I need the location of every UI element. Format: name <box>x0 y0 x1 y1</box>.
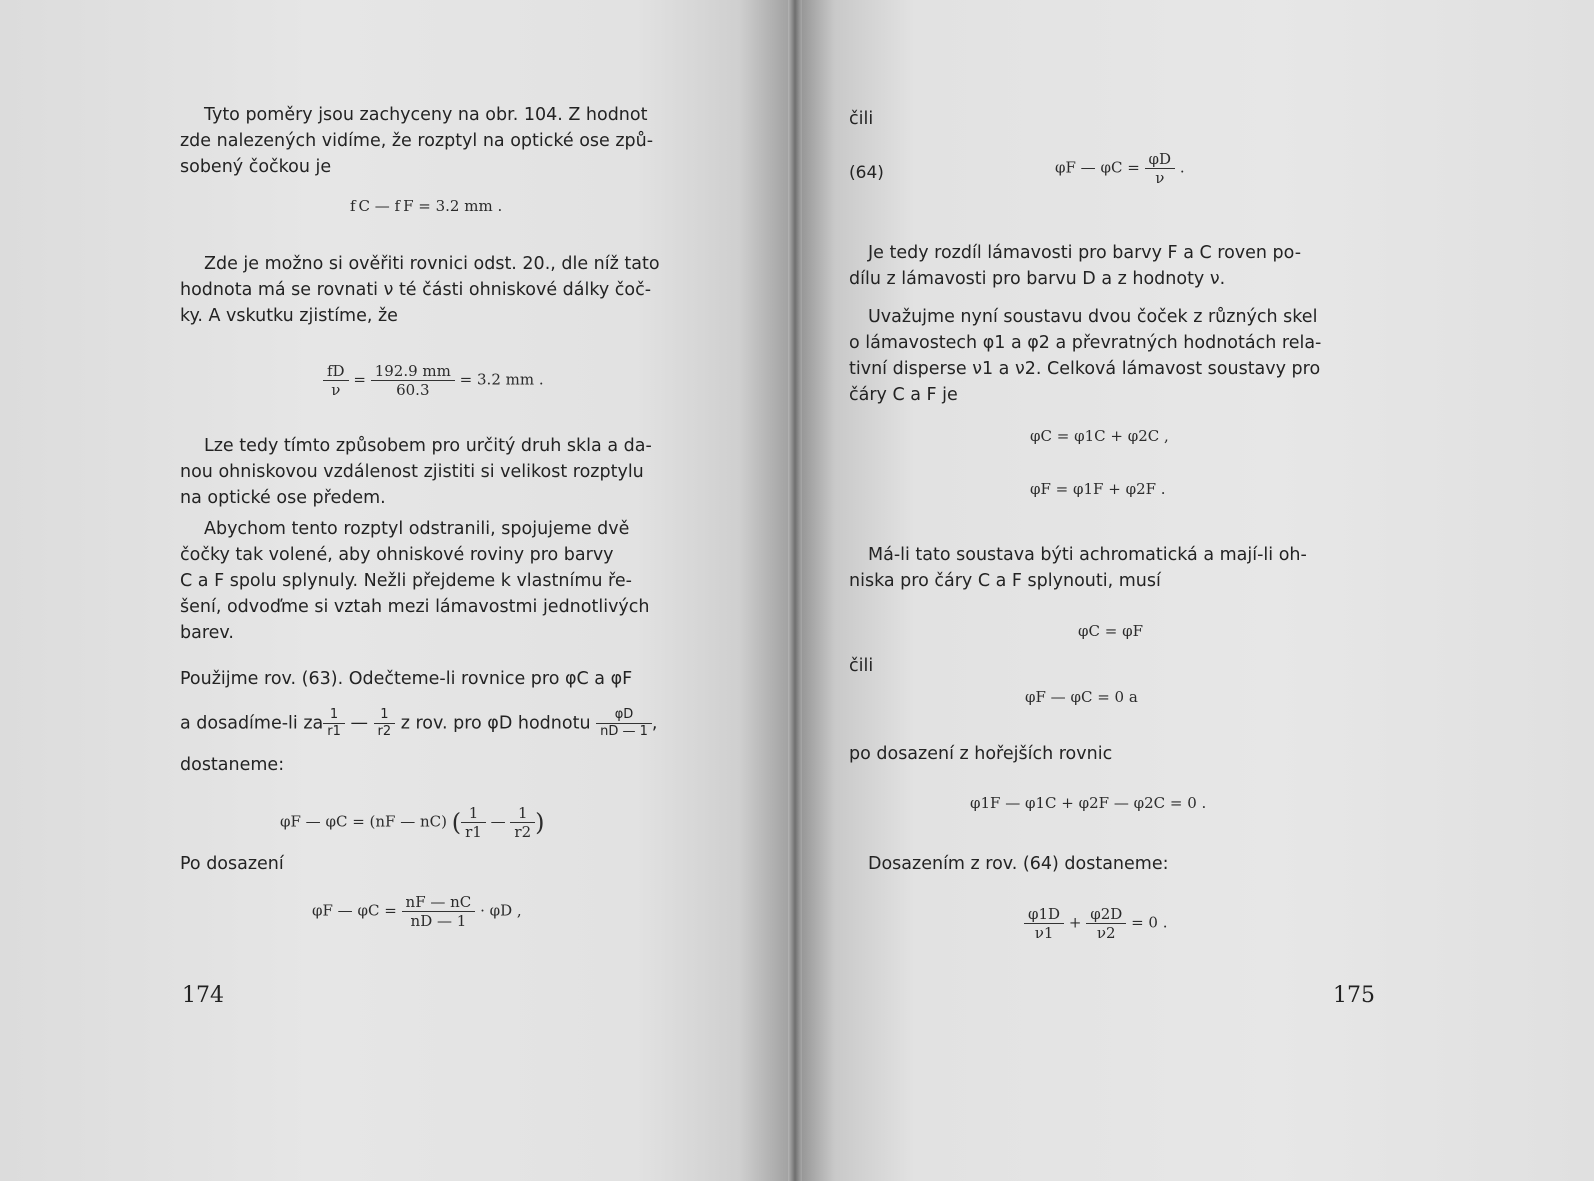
paragraph-line: Tyto poměry jsou zachyceny na obr. 104. Z hodnot <box>204 105 648 125</box>
paragraph-line: Uvažujme nyní soustavu dvou čoček z různých skel <box>868 307 1318 327</box>
equation-fd-over-nu: $\frac{fD}{\nu}$ = $\frac{192.9 mm}{60.3}$ = 3.2 mm . <box>323 362 544 399</box>
paragraph-line: čili <box>849 656 874 676</box>
page-number-left: 174 <box>182 983 224 1008</box>
equation-lens-sum: φ1F — φ1C + φ2F — φ2C = 0 . <box>970 794 1207 812</box>
paragraph-line: niska pro čáry C a F splynouti, musí <box>849 571 1161 591</box>
equation-phi-c: φC = φ1C + φ2C , <box>1030 427 1169 445</box>
paragraph-line: C a F spolu splynuly. Nežli přejdeme k vlastnímu ře- <box>180 571 632 591</box>
paragraph-line: ky. A vskutku zjistíme, že <box>180 306 398 326</box>
paragraph-line: o lámavostech φ1 a φ2 a převratných hodnotách rela- <box>849 333 1322 353</box>
equation-achromatic-condition: $\frac{\varphi 1D}{\nu 1}$ + $\frac{\varphi 2D}{\nu 2}$ = 0 . <box>1024 905 1168 942</box>
equation-64: φF — φC = $\frac{\varphi D}{\nu}$ . <box>1055 150 1185 187</box>
equation-phi-substituted: φF — φC = $\frac{nF — nC}{nD — 1}$ · φD , <box>312 893 522 930</box>
paragraph-line: Má-li tato soustava býti achromatická a mají-li oh- <box>868 545 1307 565</box>
equation-number: (64) <box>849 163 884 183</box>
paragraph-line: Použijme rov. (63). Odečteme-li rovnice pro φC a φF <box>180 669 633 689</box>
paragraph-line: Lze tedy tímto způsobem pro určitý druh skla a da- <box>204 436 652 456</box>
paragraph-line: Je tedy rozdíl lámavosti pro barvy F a C roven po- <box>868 243 1302 263</box>
book-gutter <box>788 0 802 1181</box>
paragraph-line: Dosazením z rov. (64) dostaneme: <box>868 854 1169 874</box>
paragraph-line: sobený čočkou je <box>180 157 332 177</box>
paragraph-line: Abychom tento rozptyl odstranili, spojujeme dvě <box>204 519 630 539</box>
paragraph-line: dostaneme: <box>180 755 285 775</box>
paragraph-line: šení, odvoďme si vztah mezi lámavostmi jednotlivých <box>180 597 650 617</box>
page-number-right: 175 <box>1333 983 1375 1008</box>
paragraph-line: dílu z lámavosti pro barvu D a z hodnoty ν. <box>849 269 1226 289</box>
paragraph-line: čáry C a F je <box>849 385 958 405</box>
paragraph-line: čočky tak volené, aby ohniskové roviny pro barvy <box>180 545 614 565</box>
paragraph-line: na optické ose předem. <box>180 488 386 508</box>
paragraph-line: nou ohniskovou vzdálenost zjistiti si velikost rozptylu <box>180 462 644 482</box>
equation-phi-f: φF = φ1F + φ2F . <box>1030 480 1166 498</box>
paragraph-line: hodnota má se rovnati ν té části ohniskové dálky čoč- <box>180 280 652 300</box>
paragraph-line: po dosazení z hořejších rovnic <box>849 744 1113 764</box>
equation-focal-difference: f C — f F = 3.2 mm . <box>350 197 503 215</box>
paragraph-line: Po dosazení <box>180 854 284 874</box>
paragraph-line: barev. <box>180 623 234 643</box>
paragraph-line: Zde je možno si ověřiti rovnici odst. 20., dle níž tato <box>204 254 660 274</box>
paragraph-line: čili <box>849 109 874 129</box>
equation-phi-difference: φF — φC = (nF — nC) ( $\frac{1}{r1}$ — $\frac{1}{r2}$ ) <box>280 804 545 841</box>
paragraph-line: zde nalezených vidíme, že rozptyl na optické ose způ- <box>180 131 654 151</box>
equation-phi-zero: φF — φC = 0 a <box>1025 688 1138 706</box>
equation-phi-equal: φC = φF <box>1078 622 1143 640</box>
paragraph-line: tivní disperse ν1 a ν2. Celková lámavost soustavy pro <box>849 359 1321 379</box>
paragraph-line-with-fractions: a dosadíme-li za $\frac{1}{r1}$ — $\frac{1}{r2}$ z rov. pro φD hodnotu $\frac{\varphi D}{nD — 1}$ , <box>180 707 658 739</box>
